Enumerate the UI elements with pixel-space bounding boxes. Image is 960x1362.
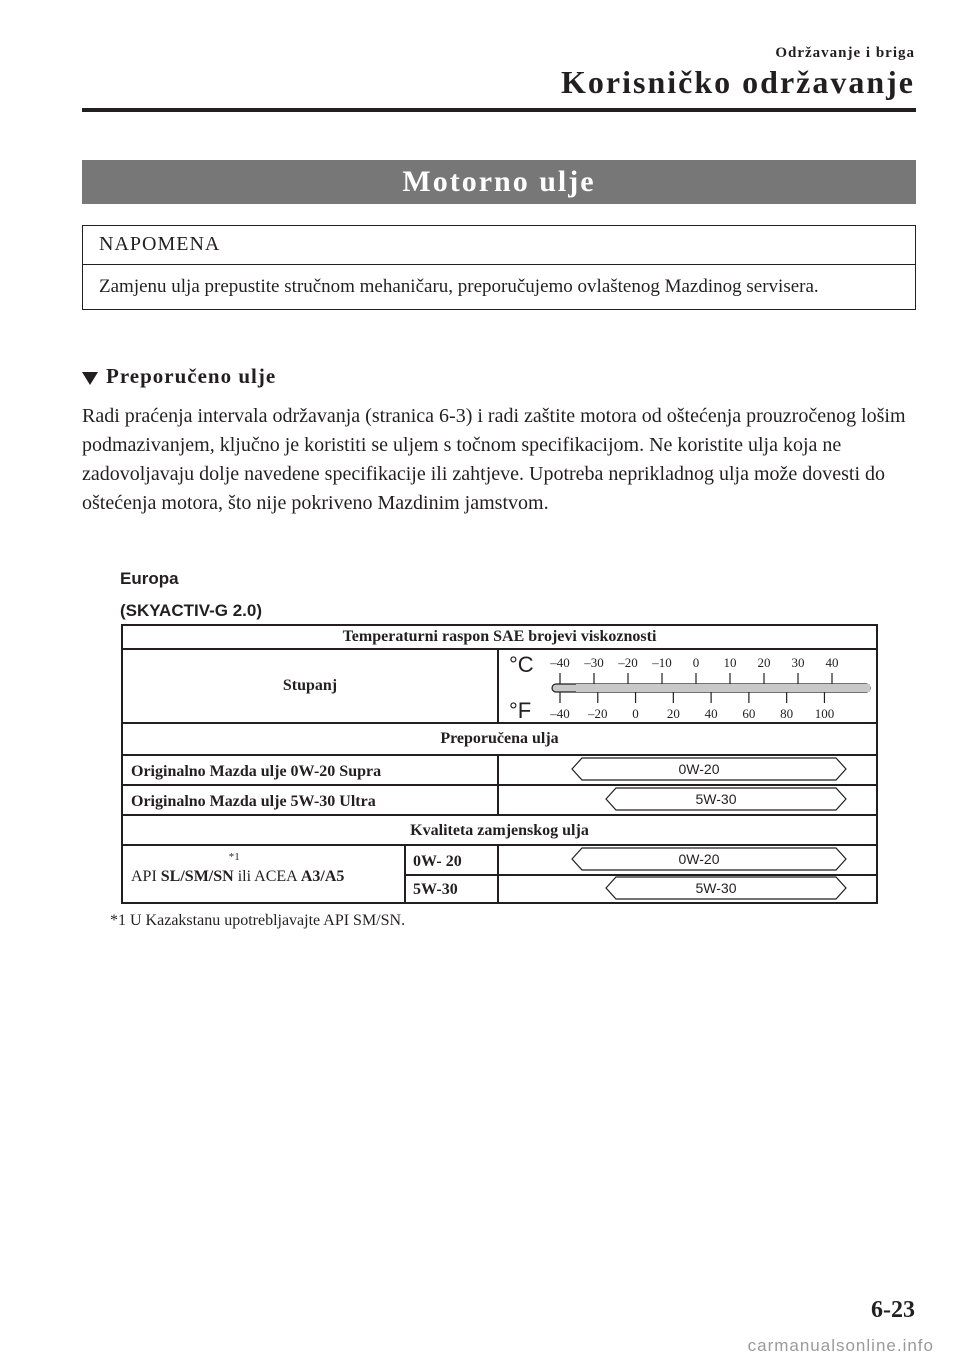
temperature-scale [123, 626, 876, 902]
thermometer-fill [576, 684, 870, 692]
recommended-header: Preporučena ulja [440, 730, 559, 747]
fahrenheit-tick-label: 20 [666, 706, 680, 721]
header-chapter: Korisničko održavanje [561, 64, 915, 100]
alternative-oil-1: 0W- 20 [413, 853, 462, 870]
note-box [82, 225, 916, 310]
celsius-tick-label: 20 [757, 655, 771, 670]
engine-label: (SKYACTIV-G 2.0) [120, 601, 263, 620]
section-title: Preporučeno ulje [106, 364, 277, 388]
range-arrow-label: 0W-20 [678, 761, 720, 777]
recommended-oil-2: Originalno Mazda ulje 5W-30 Ultra [131, 793, 376, 810]
alt-spec-mid: ili ACEA [233, 868, 301, 885]
celsius-tick-label: –20 [618, 655, 638, 670]
alt-spec-prefix: API [131, 868, 161, 885]
region-label: Europa [120, 569, 179, 588]
fahrenheit-tick-label: –40 [550, 706, 570, 721]
triangle-down-icon [82, 372, 98, 385]
section-paragraph: Radi praćenja intervala održavanja (stranica 6-3) i radi zaštite motora od oštećenja prouzročenog lošim podmazivanjem, ključno je koristiti se uljem s točnom specifikacijom. Ne koristite ulja koja ne zadovoljavaju dolje navedene specifikacije ili zahtjeve. Upotreba neprikladnog ulja može dovesti do oštećenja motora, što nije pokriveno Mazdinim jamstvom. [82, 405, 906, 514]
watermark: carmanualsonline.info [747, 1336, 934, 1355]
celsius-tick-label: –10 [652, 655, 672, 670]
fahrenheit-tick-label: 100 [814, 706, 835, 721]
footnote-mark: *1 [228, 851, 240, 863]
alternative-header: Kvaliteta zamjenskog ulja [410, 822, 589, 839]
fahrenheit-unit: °F [509, 698, 532, 723]
celsius-tick-label: 10 [723, 655, 737, 670]
header-rule [82, 108, 916, 112]
range-arrow-label: 5W-30 [695, 880, 737, 896]
celsius-tick-label: 30 [791, 655, 805, 670]
fahrenheit-tick-label: 60 [742, 706, 756, 721]
fahrenheit-tick-label: 80 [780, 706, 794, 721]
oil-viscosity-table [121, 624, 878, 904]
celsius-tick-label: 0 [692, 655, 700, 670]
celsius-tick-label: 40 [825, 655, 839, 670]
alt-spec-acea: A3/A5 [300, 868, 345, 885]
footnote: *1 U Kazakstanu upotrebljavajte API SM/SN. [110, 912, 406, 929]
celsius-tick-label: –40 [550, 655, 570, 670]
range-arrow-label: 5W-30 [695, 791, 737, 807]
page-title: Motorno ulje [82, 160, 916, 204]
header-section: Održavanje i briga [775, 45, 915, 61]
range-arrow-label: 0W-20 [678, 851, 720, 867]
fahrenheit-tick-label: 40 [704, 706, 718, 721]
recommended-oil-1: Originalno Mazda ulje 0W-20 Supra [131, 763, 382, 780]
alternative-oil-2: 5W-30 [413, 881, 458, 898]
note-title: NAPOMENA [83, 226, 915, 265]
fahrenheit-tick-label: –20 [588, 706, 608, 721]
celsius-tick-label: –30 [584, 655, 604, 670]
degree-label: Stupanj [282, 677, 338, 694]
page-number: 6-23 [871, 1297, 915, 1323]
celsius-unit: °C [509, 652, 534, 677]
table-title: Temperaturni raspon SAE brojevi viskoznosti [342, 628, 657, 645]
alt-spec-api-text: SL/SM/SN [160, 868, 234, 885]
fahrenheit-tick-label: 0 [632, 706, 639, 721]
note-text: Zamjenu ulja prepustite stručnom mehaničaru, preporučujemo ovlaštenog Mazdinog servisera. [99, 276, 819, 297]
section-heading [82, 364, 276, 389]
